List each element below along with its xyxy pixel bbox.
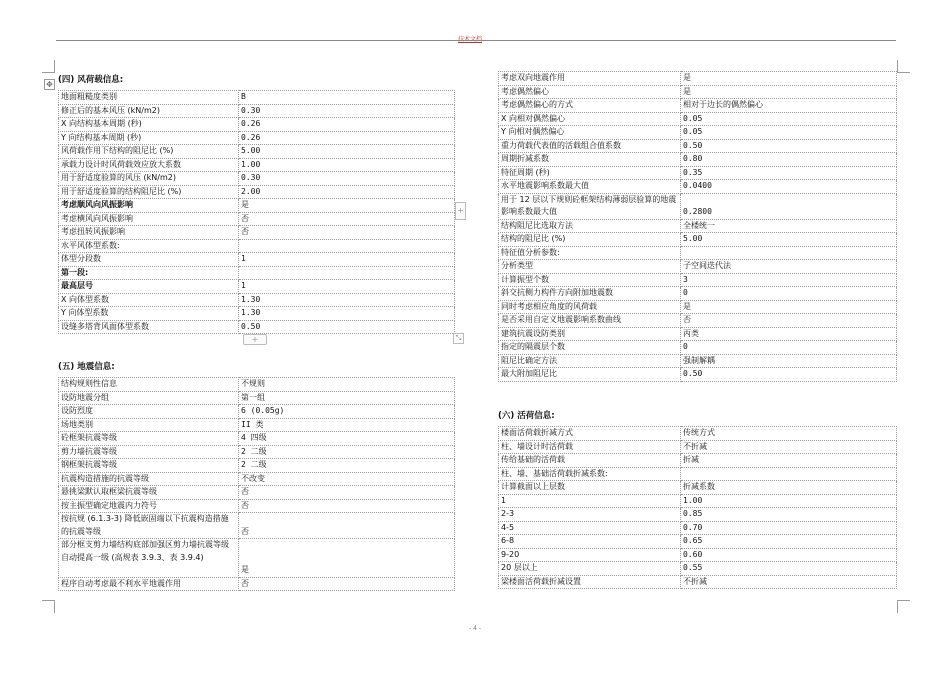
crop-mark-top-left [42,60,55,73]
param-value: 0.05 [681,126,897,140]
param-label: 20 层以上 [499,562,681,576]
param-label: 结构的阻尼比 (%) [499,233,681,247]
param-label: 特征值分析参数: [499,246,681,260]
table-row [499,300,897,314]
table-row [59,104,455,118]
param-value: 否 [681,314,897,328]
param-label: X 向体型系数 [59,293,239,307]
param-value: 0.65 [681,535,897,549]
table-row [499,72,897,86]
param-value: 是 [239,199,455,213]
param-label: 用于舒适度验算的结构阻尼比 (%) [59,185,239,199]
table-row [59,239,455,253]
table-row [59,418,455,432]
param-value: 1.00 [239,158,455,172]
param-value: 否 [239,212,455,226]
param-label: 考虑扭转风振影响 [59,226,239,240]
table-resize-handle[interactable]: ⤡ [453,333,464,344]
param-label: 结构阻尼比选取方法 [499,219,681,233]
param-label: 按主振型确定地震内力符号 [59,499,239,513]
section-title-seismic: (五) 地震信息: [58,362,115,372]
table-row [499,112,897,126]
table-row [499,153,897,167]
table-row [59,212,455,226]
param-label: 修正后的基本风压 (kN/m2) [59,104,239,118]
add-row-button[interactable]: + [243,334,267,345]
param-label: 2-3 [499,508,681,522]
param-label: 用于舒适度验算的风压 (kN/m2) [59,172,239,186]
param-label: 水平风体型系数: [59,239,239,253]
param-label: 场地类别 [59,418,239,432]
table-row [59,118,455,132]
param-label: Y 向相对偶然偏心 [499,126,681,140]
param-value: 否 [239,513,455,539]
table-row [499,548,897,562]
param-value: 1.30 [239,293,455,307]
param-value: 0.2800 [681,193,897,219]
table-row [499,562,897,576]
param-label: 抗震构造措施的抗震等级 [59,472,239,486]
table-row [59,280,455,294]
param-value: 是 [681,72,897,86]
param-value: 1.30 [239,307,455,321]
table-row [499,273,897,287]
table-row [499,85,897,99]
param-value: 0.30 [239,172,455,186]
param-label: 1 [499,494,681,508]
param-value: 5.00 [681,233,897,247]
table-row [59,459,455,473]
param-label: X 向结构基本周期 (秒) [59,118,239,132]
table-row [499,354,897,368]
table-row [499,314,897,328]
param-value [681,467,897,481]
param-value: 否 [239,226,455,240]
table-row [59,513,455,539]
table-row [499,467,897,481]
param-label: 同时考虑相应角度的风荷载 [499,300,681,314]
param-value: 丙类 [681,327,897,341]
param-value: 否 [239,577,455,591]
param-label: 考虑双向地震作用 [499,72,681,86]
seismic-continued-table [498,71,897,382]
param-value: 不规则 [239,378,455,392]
param-label: 程序自动考虑最不利水平地震作用 [59,577,239,591]
param-value: 第一组 [239,391,455,405]
table-row [499,99,897,113]
param-value: 不折减 [681,575,897,589]
param-value: II 类 [239,418,455,432]
table-row [59,158,455,172]
param-label: 体型分段数 [59,253,239,267]
param-value: 6 (0.05g) [239,405,455,419]
table-row [499,139,897,153]
table-row [59,91,455,105]
param-label: 分析类型 [499,260,681,274]
param-label: 砼框架抗震等级 [59,432,239,446]
param-label: 承载力设计时风荷载效应放大系数 [59,158,239,172]
param-value: 子空间迭代法 [681,260,897,274]
param-label: 最高层号 [59,280,239,294]
table-row [499,126,897,140]
param-label: 考虑横风向风振影响 [59,212,239,226]
param-value: 不改变 [239,472,455,486]
param-label: 建筑抗震设防类别 [499,327,681,341]
param-value: 全楼统一 [681,219,897,233]
param-label: 阻尼比确定方法 [499,354,681,368]
table-row [59,499,455,513]
param-value: 相对于边长的偶然偏心 [681,99,897,113]
param-value: 0 [681,287,897,301]
param-value: 是 [239,539,455,578]
param-value: 否 [239,486,455,500]
param-value: 是 [681,300,897,314]
param-label: 考虑顺风向风振影响 [59,199,239,213]
param-value: 0.50 [681,368,897,382]
live-load-table [498,426,897,589]
param-value: 折减系数 [681,481,897,495]
param-value: 2 二级 [239,445,455,459]
param-value: 5.00 [239,145,455,159]
param-value: 折减 [681,454,897,468]
param-label: 6-8 [499,535,681,549]
param-label: 传给基础的活荷载 [499,454,681,468]
table-move-handle[interactable]: ✥ [44,79,55,90]
crop-mark-top-right [897,60,910,73]
table-row [59,253,455,267]
param-label: 楼面活荷载折减方式 [499,427,681,441]
table-row [59,145,455,159]
param-value: 0.05 [681,112,897,126]
param-value: 不折减 [681,440,897,454]
param-label: 4-5 [499,521,681,535]
add-column-button[interactable]: + [455,202,466,220]
table-row [499,246,897,260]
param-value: 0.55 [681,562,897,576]
param-label: 钢框架抗震等级 [59,459,239,473]
wind-load-table [58,90,455,334]
table-row [59,185,455,199]
table-row [59,391,455,405]
param-label: 按抗规 (6.1.3-3) 降低嵌固端以下抗震构造措施的抗震等级 [59,513,239,539]
table-row [59,172,455,186]
param-label: Y 向结构基本周期 (秒) [59,131,239,145]
seismic-table [58,377,455,591]
param-value: 1 [239,253,455,267]
param-label: 悬挑梁默认取框梁抗震等级 [59,486,239,500]
param-label: 第一段: [59,266,239,280]
param-value: 0 [681,341,897,355]
table-row [59,293,455,307]
param-label: 部分框支剪力墙结构底部加强区剪力墙抗震等级自动提高一级 (高规表 3.9.3、表 3.9.4) [59,539,239,578]
header-link[interactable]: 技术文档 [457,36,482,43]
table-row [59,307,455,321]
param-label: 斜交抗侧力构件方向附加地震数 [499,287,681,301]
table-row [499,166,897,180]
table-row [59,320,455,334]
param-label: 最大附加阻尼比 [499,368,681,382]
param-value: 是 [681,85,897,99]
table-row [499,481,897,495]
param-value: 3 [681,273,897,287]
table-row [499,508,897,522]
param-label: 特征周期 (秒) [499,166,681,180]
table-row [499,494,897,508]
table-row [499,535,897,549]
param-label: 风荷载作用下结构的阻尼比 (%) [59,145,239,159]
table-row [59,539,455,578]
table-row [499,193,897,219]
table-row [499,427,897,441]
param-label: 地面粗糙度类别 [59,91,239,105]
header-rule [56,40,896,41]
param-value: 0.0400 [681,180,897,194]
param-value [239,239,455,253]
param-label: 结构规则性信息 [59,378,239,392]
param-value: 传统方式 [681,427,897,441]
param-value: B [239,91,455,105]
param-value: 0.50 [681,139,897,153]
param-label: 计算振型个数 [499,273,681,287]
table-row [59,378,455,392]
table-row [59,472,455,486]
table-row [59,131,455,145]
table-row [499,368,897,382]
table-row [499,260,897,274]
table-row [59,486,455,500]
param-label: 是否采用自定义地震影响系数曲线 [499,314,681,328]
table-row [499,287,897,301]
param-value: 否 [239,499,455,513]
param-label: 梁楼面活荷载折减设置 [499,575,681,589]
table-row [59,199,455,213]
table-row [59,432,455,446]
param-value: 2 二级 [239,459,455,473]
crop-mark-bottom-left [42,600,55,613]
param-value: 强制解耦 [681,354,897,368]
param-value: 0.85 [681,508,897,522]
param-label: 周期折减系数 [499,153,681,167]
crop-mark-bottom-right [897,600,910,613]
param-label: Y 向体型系数 [59,307,239,321]
table-row [59,577,455,591]
param-label: X 向相对偶然偏心 [499,112,681,126]
table-row [499,180,897,194]
param-value [681,246,897,260]
table-row [499,454,897,468]
param-label: 设缝多塔背风面体型系数 [59,320,239,334]
table-row [499,341,897,355]
param-label: 指定的隔震层个数 [499,341,681,355]
param-value: 1 [239,280,455,294]
section-title-wind: (四) 风荷载信息: [58,75,124,85]
param-value: 0.80 [681,153,897,167]
table-row [499,521,897,535]
param-label: 设防地震分组 [59,391,239,405]
param-label: 用于 12 层以下规则砼框架结构薄弱层验算的地震影响系数最大值 [499,193,681,219]
table-row [499,440,897,454]
param-value: 0.30 [239,104,455,118]
param-label: 剪力墙抗震等级 [59,445,239,459]
table-row [59,405,455,419]
table-row [499,219,897,233]
param-label: 考虑偶然偏心 [499,85,681,99]
table-row [499,575,897,589]
param-value: 0.26 [239,118,455,132]
param-value: 0.60 [681,548,897,562]
param-label: 柱、墙设计时活荷载 [499,440,681,454]
table-row [59,266,455,280]
param-value: 0.70 [681,521,897,535]
param-label: 设防烈度 [59,405,239,419]
param-value [239,266,455,280]
param-value: 4 四级 [239,432,455,446]
table-row [499,327,897,341]
param-label: 柱、墙、基础活荷载折减系数: [499,467,681,481]
param-label: 9-20 [499,548,681,562]
section-title-live-load: (六) 活荷信息: [498,411,555,421]
table-row [59,226,455,240]
param-value: 1.00 [681,494,897,508]
table-row [499,233,897,247]
param-value: 0.26 [239,131,455,145]
param-value: 0.35 [681,166,897,180]
param-label: 计算截面以上层数 [499,481,681,495]
param-value: 2.00 [239,185,455,199]
param-label: 水平地震影响系数最大值 [499,180,681,194]
page-number: - 4 - [469,625,481,632]
table-row [59,445,455,459]
param-label: 重力荷载代表值的活载组合值系数 [499,139,681,153]
param-label: 考虑偶然偏心的方式 [499,99,681,113]
param-value: 0.50 [239,320,455,334]
